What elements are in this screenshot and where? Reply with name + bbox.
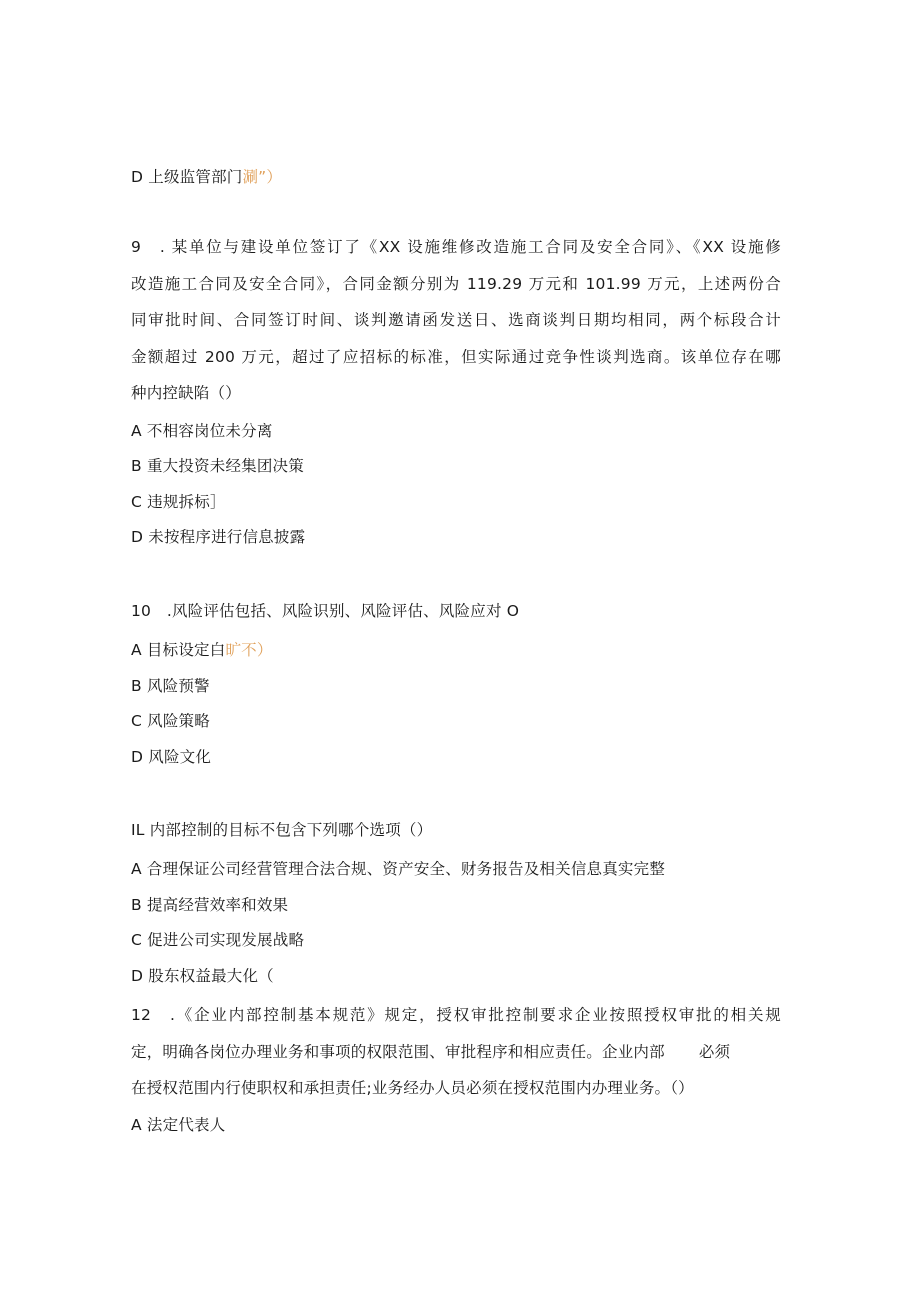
q12-stem-line-2 (131, 1034, 781, 1071)
q8-option-d-text: D 上级监管部门 (131, 168, 243, 186)
q10-option-a-noise: 旷不） (225, 641, 273, 659)
q12-stem-line-2-part-2: 必须 (698, 1042, 731, 1061)
q9-stem-line-4: 金额超过 200 万元，超过了应招标的标准，但实际通过竞争性谈判选商。该单位存在哪 (131, 347, 781, 366)
q9-option-b: B 重大投资未经集团决策 (131, 457, 304, 475)
q9-stem-line-3: 同审批时间、合同签订时间、谈判邀请函发送日、选商谈判日期均相同，两个标段合计 (131, 311, 781, 329)
q10-stem: 10 .风险评估包括、风险识别、风险评估、风险应对 O (131, 602, 520, 620)
q12-stem-line-3: 在授权范围内行使职权和承担责任;业务经办人员必须在授权范围内办理业务。（） (131, 1079, 694, 1097)
q10-option-a (131, 640, 273, 660)
q12-stem-line-1: 12 .《企业内部控制基本规范》规定，授权审批控制要求企业按照授权审批的相关规 (131, 1006, 781, 1024)
q9-stem-line-5: 种内控缺陷（） (131, 384, 241, 402)
q9-option-a: A 不相容岗位未分离 (131, 422, 273, 440)
q9-option-d: D 未按程序进行信息披露 (131, 528, 306, 546)
q9-stem (131, 229, 781, 412)
q8-option-d-noise: 涮”） (242, 168, 283, 186)
q12-option-a: A 法定代表人 (131, 1116, 226, 1134)
q12-stem-line-2-part-1: 定，明确各岗位办理业务和事项的权限范围、审批程序和相应责任。企业内部 (131, 1042, 665, 1061)
q10-option-b: B 风险预警 (131, 677, 210, 695)
q8-option-d (131, 167, 282, 187)
q11-option-c: C 促进公司实现发展战略 (131, 931, 305, 949)
q12-stem (131, 997, 781, 1107)
q10-option-d: D 风险文化 (131, 748, 212, 766)
q11-option-b: B 提高经营效率和效果 (131, 896, 289, 914)
q9-stem-line-1: 9 . 某单位与建设单位签订了《XX 设施维修改造施工合同及安全合同》、《XX 设施修 (131, 238, 781, 256)
q9-option-c: C 违规拆标］ (131, 493, 226, 511)
q10-option-c: C 风险策略 (131, 712, 210, 730)
q10-option-a-text: A 目标设定白 (131, 641, 226, 659)
q11-option-a: A 合理保证公司经营管理合法合规、资产安全、财务报告及相关信息真实完整 (131, 860, 666, 878)
q9-stem-line-2: 改造施工合同及安全合同》，合同金额分别为 119.29 万元和 101.99 万元，上述两份合 (131, 274, 781, 293)
q11-option-d: D 股东权益最大化（ (131, 967, 274, 985)
q11-stem: IL 内部控制的目标不包含下列哪个选项（） (131, 821, 433, 839)
